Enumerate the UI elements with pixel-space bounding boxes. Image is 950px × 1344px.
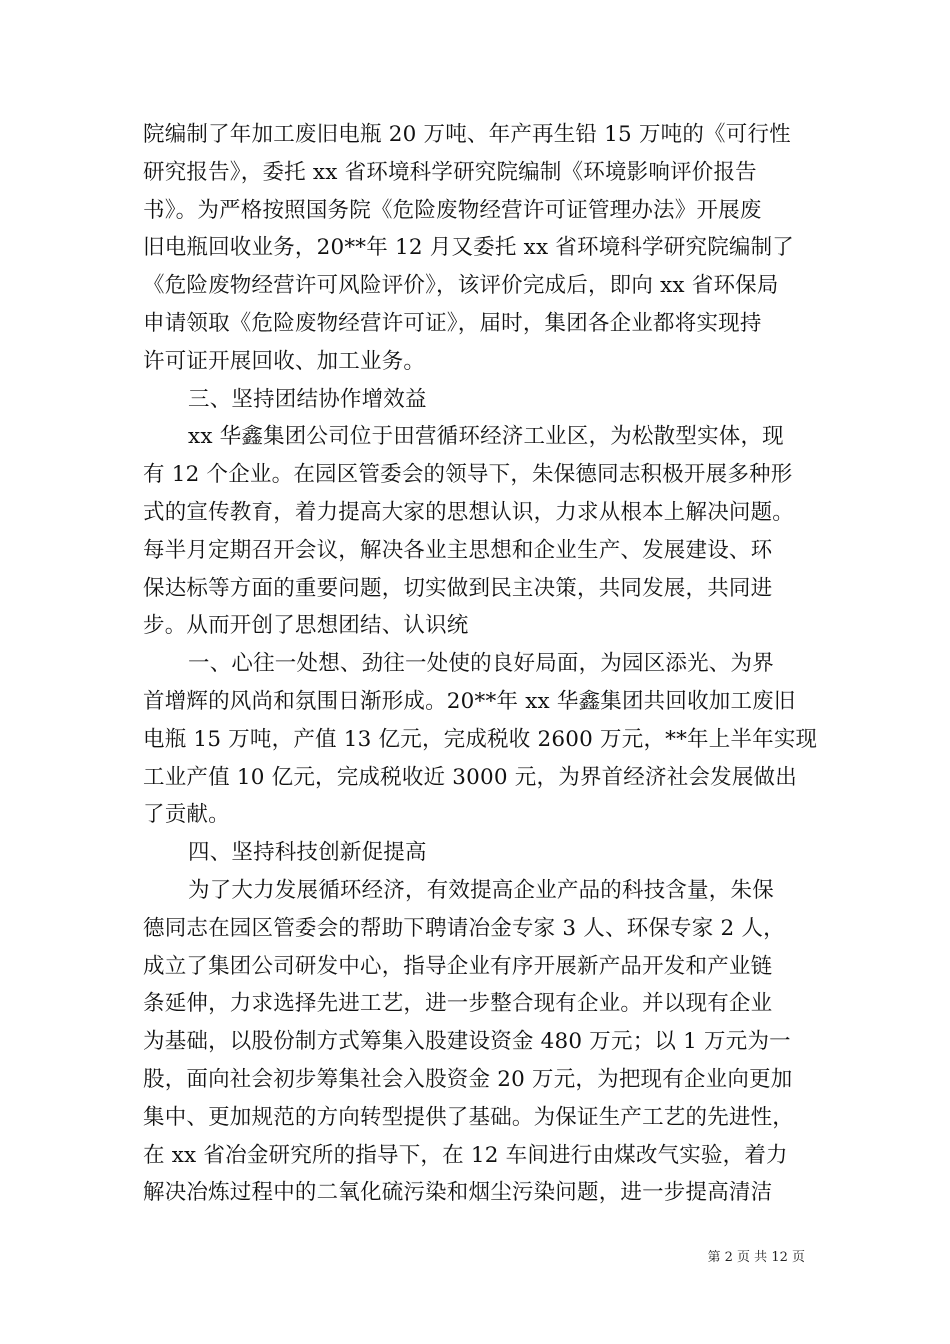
text-line: 一、心往一处想、劲往一处使的良好局面，为园区添光、为界 [188, 651, 774, 677]
text-line: 每半月定期召开会议，解决各业主思想和企业生产、发展建设、环 [143, 537, 773, 563]
text-line: 成立了集团公司研发中心，指导企业有序开展新产品开发和产业链 [143, 953, 773, 979]
text-line: 为了大力发展循环经济，有效提高企业产品的科技含量，朱保 [188, 877, 774, 903]
text-line: 保达标等方面的重要问题，切实做到民主决策，共同发展，共同进 [143, 575, 773, 601]
text-line: 式的宣传教育，着力提高大家的思想认识，力求从根本上解决问题。 [143, 499, 795, 525]
text-line: 股，面向社会初步筹集社会入股资金 20 万元，为把现有企业向更加 [143, 1066, 793, 1092]
text-line: 为基础，以股份制方式筹集入股建设资金 480 万元；以 1 万元为一 [143, 1029, 791, 1055]
text-line: 步。从而开创了思想团结、认识统 [143, 613, 469, 639]
text-line: 工业产值 10 亿元，完成税收近 3000 元，为界首经济社会发展做出 [143, 764, 797, 790]
text-line: 解决冶炼过程中的二氧化硫污染和烟尘污染问题，进一步提高清洁 [143, 1180, 773, 1206]
text-line: 旧电瓶回收业务，20**年 12 月又委托 xx 省环境科学研究院编制了 [143, 235, 795, 261]
text-line: 有 12 个企业。在园区管委会的领导下，朱保德同志积极开展多种形 [143, 462, 793, 488]
text-line: 四、坚持科技创新促提高 [188, 840, 427, 866]
text-line: 研究报告》，委托 xx 省环境科学研究院编制《环境影响评价报告 [143, 159, 757, 185]
text-line: 《危险废物经营许可风险评价》，该评价完成后，即向 xx 省环保局 [143, 273, 779, 299]
page-number-footer: 第 2 页 共 12 页 [707, 1250, 805, 1265]
text-line: 在 xx 省冶金研究所的指导下，在 12 车间进行由煤改气实验，着力 [143, 1142, 788, 1168]
text-line: 书》。为严格按照国务院《危险废物经营许可证管理办法》开展废 [143, 197, 762, 223]
text-line: 三、坚持团结协作增效益 [188, 386, 427, 412]
text-line: xx 华鑫集团公司位于田营循环经济工业区，为松散型实体，现 [188, 424, 784, 450]
text-line: 了贡献。 [143, 802, 230, 828]
text-line: 集中、更加规范的方向转型提供了基础。为保证生产工艺的先进性， [143, 1104, 795, 1130]
text-line: 德同志在园区管委会的帮助下聘请冶金专家 3 人、环保专家 2 人， [143, 915, 785, 941]
text-line: 院编制了年加工废旧电瓶 20 万吨、年产再生铅 15 万吨的《可行性 [143, 122, 791, 147]
text-line: 许可证开展回收、加工业务。 [143, 348, 426, 374]
text-line: 首增辉的风尚和氛围日渐形成。20**年 xx 华鑫集团共回收加工废旧 [143, 688, 796, 714]
text-line: 电瓶 15 万吨，产值 13 亿元，完成税收 2600 万元，**年上半年实现 [143, 726, 818, 752]
document-body [143, 116, 823, 1212]
text-line: 条延伸，力求选择先进工艺，进一步整合现有企业。并以现有企业 [143, 991, 773, 1017]
text-line: 申请领取《危险废物经营许可证》，届时，集团各企业都将实现持 [143, 310, 762, 336]
